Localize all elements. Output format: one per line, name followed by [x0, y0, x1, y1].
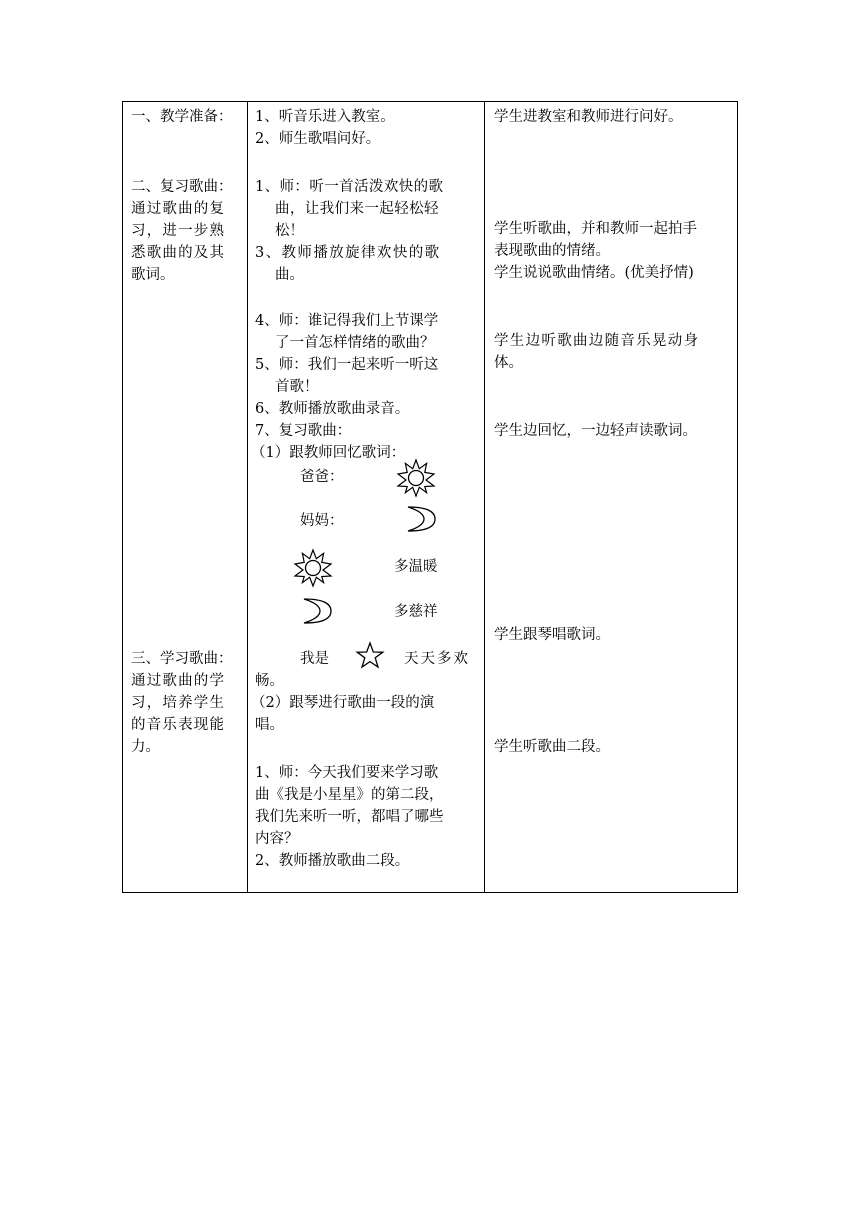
step-text: 6、教师播放歌曲录音。 — [255, 401, 410, 417]
section-learn-title: 三、学习歌曲： — [131, 651, 233, 667]
sun-icon — [393, 458, 439, 498]
step-text: 2、师生歌唱问好。 — [255, 131, 381, 147]
step-text: 曲《我是小星星》的第二段， — [255, 787, 444, 803]
lyric-text: 畅。 — [255, 673, 284, 689]
star-outline-icon — [354, 641, 386, 669]
lyric-text: 多慈祥 — [394, 604, 438, 620]
section-learn-desc: 的音乐表现能 — [131, 717, 226, 733]
student-activity: 学生边回忆，一边轻声读歌词。 — [494, 423, 697, 439]
step-text: 3、教师播放旋律欢快的歌 — [255, 245, 441, 261]
section-review-desc: 歌词。 — [131, 267, 175, 283]
lyric-text: 天天多欢 — [404, 651, 470, 667]
section-learn-desc: 力。 — [131, 739, 160, 755]
lyric-text: 多温暖 — [394, 559, 438, 575]
section-review-title: 二、复习歌曲： — [131, 179, 233, 195]
student-activity: 学生听歌曲二段。 — [494, 739, 610, 755]
student-activity: 学生边听歌曲边随音乐晃动身 — [494, 333, 700, 349]
step-text: 首歌！ — [275, 379, 319, 395]
step-text: 1、师：今天我们要来学习歌 — [255, 765, 439, 781]
sub-step-text: （2）跟琴进行歌曲一段的演 — [251, 695, 435, 711]
student-activity: 学生进教室和教师进行问好。 — [494, 109, 683, 125]
student-activity: 学生说说歌曲情绪。(优美抒情) — [494, 265, 694, 281]
student-activity: 学生听歌曲，并和教师一起拍手 — [494, 221, 697, 237]
step-text: 4、师：谁记得我们上节课学 — [255, 313, 439, 329]
section-prep-title: 一、教学准备： — [131, 109, 233, 125]
step-text: 我们先来听一听，都唱了哪些 — [255, 809, 444, 825]
column-divider-2 — [484, 102, 485, 892]
step-text: 1、听音乐进入教室。 — [255, 109, 395, 125]
step-text: 内容？ — [255, 831, 299, 847]
column-divider-1 — [247, 102, 248, 892]
section-review-desc: 悉歌曲的及其 — [131, 245, 226, 261]
section-review-desc: 通过歌曲的复 — [131, 201, 226, 217]
step-text: 7、复习歌曲： — [255, 423, 352, 439]
step-text: 曲。 — [275, 267, 304, 283]
section-learn-desc: 通过歌曲的学 — [131, 673, 226, 689]
sun-icon — [290, 548, 336, 588]
sub-step-text: （1）跟教师回忆歌词： — [251, 445, 406, 461]
student-activity: 学生跟琴唱歌词。 — [494, 627, 610, 643]
step-text: 曲，让我们来一起轻松轻 — [275, 201, 439, 217]
lyric-text: 我是 — [300, 651, 329, 667]
section-review-desc: 习，进一步熟 — [131, 223, 226, 239]
step-text: 2、教师播放歌曲二段。 — [255, 853, 410, 869]
step-text: 1、师：听一首活泼欢快的歌 — [255, 179, 444, 195]
student-activity: 表现歌曲的情绪。 — [494, 243, 610, 259]
section-learn-desc: 习，培养学生 — [131, 695, 226, 711]
lyric-text: 爸爸： — [300, 469, 344, 485]
crescent-moon-icon — [404, 504, 440, 534]
student-activity: 体。 — [494, 355, 523, 371]
sub-step-text: 唱。 — [255, 717, 284, 733]
step-text: 了一首怎样情绪的歌曲？ — [275, 335, 435, 351]
step-text: 松！ — [275, 223, 304, 239]
crescent-moon-icon — [300, 596, 336, 626]
step-text: 5、师：我们一起来听一听这 — [255, 357, 439, 373]
lyric-text: 妈妈： — [300, 513, 344, 529]
